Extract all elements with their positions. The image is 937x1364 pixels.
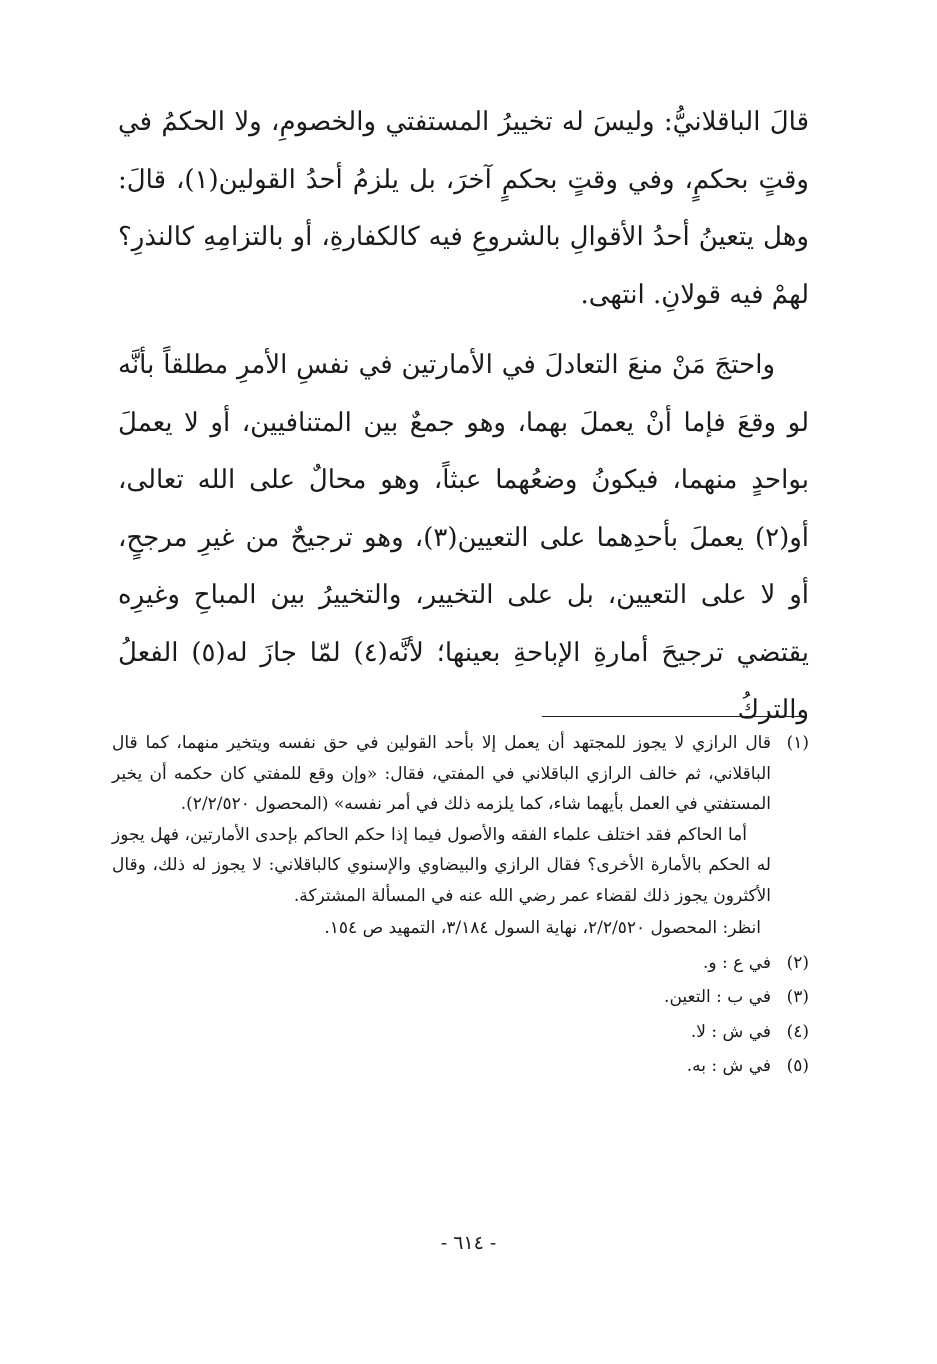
footnote-2 (112, 948, 809, 979)
footnote-text: في ش : به. (686, 1056, 771, 1076)
footnote-number: (٥) (786, 1056, 809, 1076)
footnote-separator (542, 716, 800, 717)
footnote-text: قال الرازي لا يجوز للمجتهد أن يعمل إلا بأحد القولين في حق نفسه ويتخير منهما، كما قال الباقلاني، ثم خالف الرازي الباقلاني في المفتي، فقال: «وإن وقع للمفتي كان حكمه أن يخير المستفتي في العمل بأيهما شاء، كما يلزمه ذلك في أمر نفسه» (المحصول ٢/٢/٥٢٠). (112, 733, 771, 814)
footnotes (112, 728, 809, 1082)
footnote-number: (١) (786, 733, 809, 753)
footnote-1 (112, 728, 809, 944)
footnote-5 (112, 1051, 809, 1082)
footnote-body (112, 728, 771, 944)
footnote-number: (٤) (786, 1021, 809, 1042)
footnote-4 (112, 1017, 809, 1048)
main-text (118, 94, 809, 740)
footnote-number: (٣) (786, 987, 809, 1007)
main-paragraph-1: قالَ الباقلانيُّ: وليسَ له تخييرُ المستفتي والخصومِ، ولا الحكمُ في وقتٍ بحكمٍ، وفي وقتٍ بحكمٍ آخرَ، بل يلزمُ أحدُ القولين(١)، قالَ: وهل يتعينُ أحدُ الأقوالِ بالشروعِ فيه كالكفارةِ، أو بالتزامِهِ كالنذرِ؟ لهمْ فيه قولانِ. انتهى. (118, 107, 809, 310)
footnote-body (112, 948, 771, 979)
footnote-body (112, 1051, 771, 1082)
page-number: - ٦١٤ - (440, 1232, 497, 1254)
footnote-text: في ع : و. (703, 952, 771, 973)
main-paragraph-2: واحتجَ مَنْ منعَ التعادلَ في الأمارتين في نفسِ الأمرِ مطلقاً بأنَّه لو وقعَ فإما أنْ يعملَ بهما، وهو جمعٌ بين المتنافيين، أو لا يعملَ بواحدٍ منهما، فيكونُ وضعُهما عبثاً، وهو محالٌ على الله تعالى، أو(٢) يعملَ بأحدِهما على التعيين(٣)، وهو ترجيحٌ من غيرِ مرجحٍ، أو لا على التعيين، بل على التخيير، والتخييرُ بين المباحِ وغيرِه يقتضي ترجيحَ أمارةِ الإباحةِ بعينها؛ لأنَّه(٤) لمّا جازَ له(٥) الفعلُ والتركُ (118, 350, 809, 725)
footnote-body (112, 1017, 771, 1048)
footnote-3 (112, 982, 809, 1013)
footnote-text: في ش : لا. (690, 1021, 771, 1042)
footnote-number: (٢) (786, 952, 809, 973)
footnote-text: في ب : التعين. (664, 987, 771, 1007)
footnote-body (112, 982, 771, 1013)
footnote-text: أما الحاكم فقد اختلف علماء الفقه والأصول فيما إذا حكم الحاكم بإحدى الأمارتين، فهل يجوز له الحكم بالأمارة الأخرى؟ فقال الرازي والبيضاوي والإسنوي كالباقلاني: لا يجوز له ذلك، وقال الأكثرون يجوز ذلك لقضاء عمر رضي الله عنه في المسألة المشتركة. (112, 824, 771, 906)
footnote-reference: انظر: المحصول ٢/٢/٥٢٠، نهاية السول ٣/١٨٤، التمهيد ص ١٥٤. (324, 918, 761, 938)
